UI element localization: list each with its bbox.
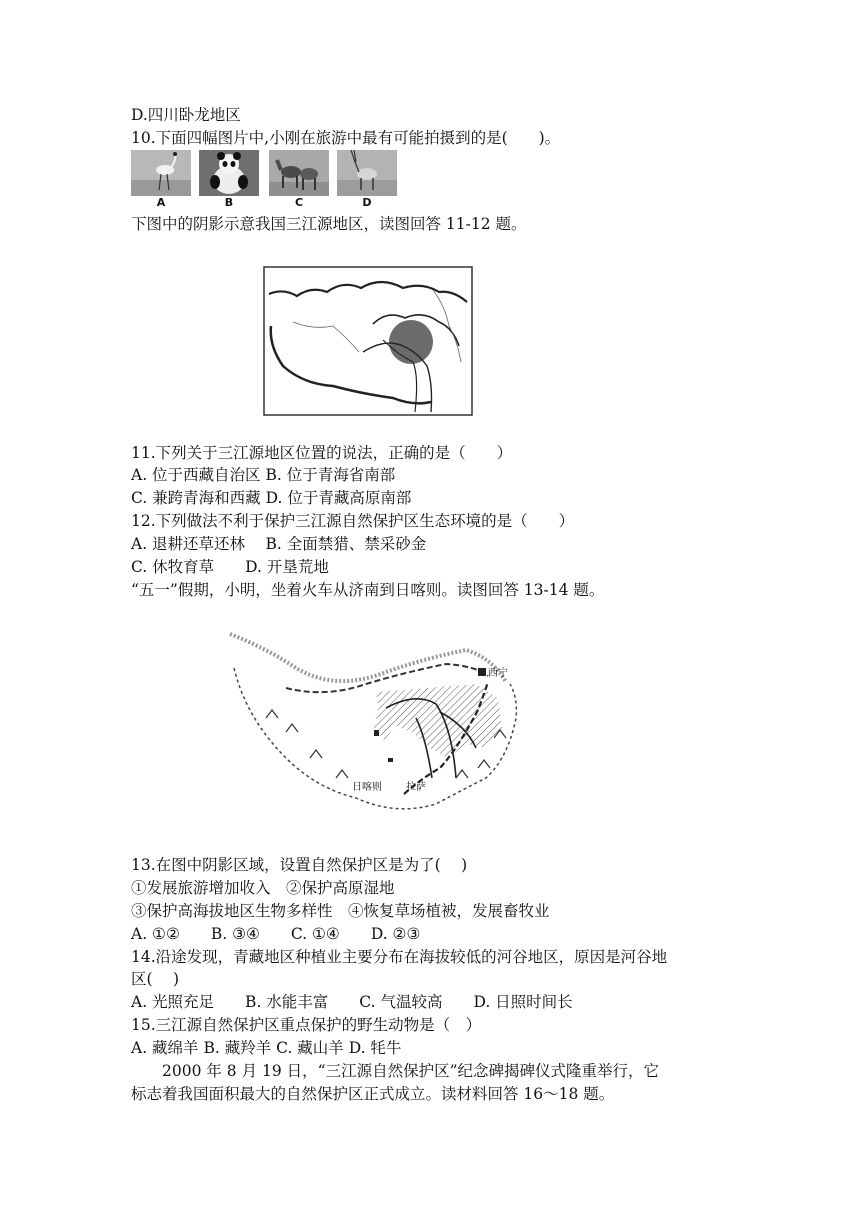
photo-label-d: D bbox=[362, 196, 372, 209]
xining-label: 西宁 bbox=[488, 668, 508, 679]
map1-intro: 下图中的阴影示意我国三江源地区，读图回答 11-12 题。 bbox=[131, 215, 527, 233]
question-15: 15.三江源自然保护区重点保护的野生动物是（ ） bbox=[131, 1016, 482, 1034]
qinghai-tibet-map bbox=[226, 628, 522, 828]
panda-photo-icon bbox=[199, 150, 259, 196]
question-13-items-34: ③保护高海拔地区生物多样性 ④恢复草场植被，发展畜牧业 bbox=[131, 902, 550, 920]
question-11-options-ab: A. 位于西藏自治区 B. 位于青海省南部 bbox=[131, 466, 396, 484]
material-paragraph-2: 标志着我国面积最大的自然保护区正式成立。读材料回答 16～18 题。 bbox=[131, 1085, 615, 1103]
question-14-options: A. 光照充足 B. 水能丰富 C. 气温较高 D. 日照时间长 bbox=[131, 993, 573, 1011]
question-15-options: A. 藏绵羊 B. 藏羚羊 C. 藏山羊 D. 牦牛 bbox=[131, 1039, 402, 1057]
question-11: 11.下列关于三江源地区位置的说法，正确的是（ ） bbox=[131, 444, 513, 462]
photo-label-a: A bbox=[156, 196, 166, 209]
horses-photo-icon bbox=[269, 150, 329, 196]
photo-label-c: C bbox=[294, 196, 304, 209]
map2-intro: “五一”假期，小明，坐着火车从济南到日喀则。读图回答 13-14 题。 bbox=[131, 581, 605, 599]
photo-label-b: B bbox=[224, 196, 234, 209]
question-13-options: A. ①② B. ③④ C. ①④ D. ②③ bbox=[131, 925, 421, 943]
sanjiangyuan-map bbox=[263, 266, 473, 416]
question-12: 12.下列做法不利于保护三江源自然保护区生态环境的是（ ） bbox=[131, 512, 575, 530]
antelope-photo-icon bbox=[337, 150, 397, 196]
rikaze-label: 日喀则 bbox=[352, 782, 382, 793]
lasa-label: 拉萨 bbox=[406, 782, 426, 793]
question-13: 13.在图中阴影区域，设置自然保护区是为了( ) bbox=[131, 856, 468, 874]
question-10: 10.下面四幅图片中,小刚在旅游中最有可能拍摄到的是( )。 bbox=[131, 129, 561, 147]
question-13-items-12: ①发展旅游增加收入 ②保护高原湿地 bbox=[131, 879, 395, 897]
question-12-options-cd: C. 休牧育草 D. 开垦荒地 bbox=[131, 558, 329, 576]
crane-photo-icon bbox=[131, 150, 191, 196]
question-11-options-cd: C. 兼跨青海和西藏 D. 位于青藏高原南部 bbox=[131, 489, 412, 507]
question-12-options-ab: A. 退耕还草还林 B. 全面禁猎、禁采砂金 bbox=[131, 535, 427, 553]
option-d-wolong: D.四川卧龙地区 bbox=[131, 106, 241, 124]
question-14: 14.沿途发现，青藏地区种植业主要分布在海拔较低的河谷地区，原因是河谷地 bbox=[131, 948, 668, 966]
question-14-cont: 区( ) bbox=[131, 970, 180, 988]
material-paragraph-1: 2000 年 8 月 19 日，“三江源自然保护区”纪念碑揭碑仪式隆重举行，它 bbox=[131, 1062, 660, 1080]
photo-options bbox=[131, 150, 421, 210]
